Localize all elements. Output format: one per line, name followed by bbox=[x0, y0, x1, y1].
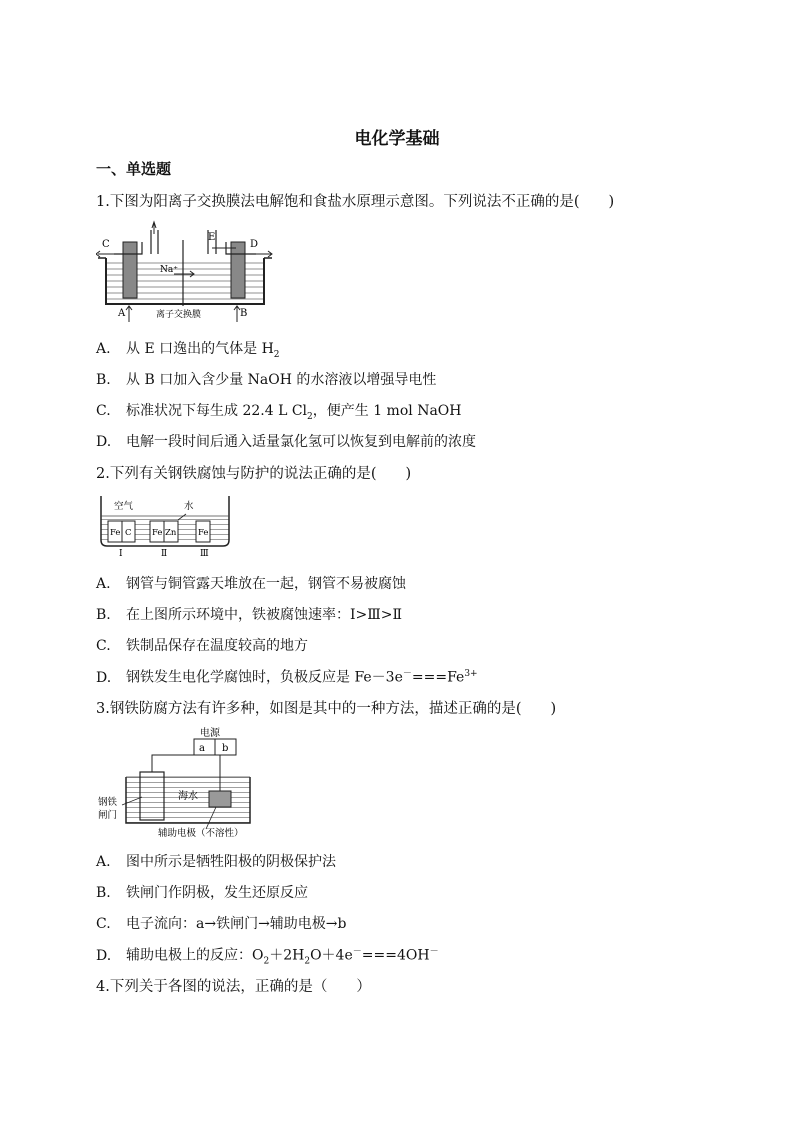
label-d: D bbox=[250, 239, 259, 250]
page-title: 电化学基础 bbox=[354, 129, 440, 149]
label-iii: Ⅲ bbox=[200, 549, 209, 558]
cathodic-protection-figure bbox=[96, 725, 256, 841]
question-3-stem: 3.钢铁防腐方法有许多种，如图是其中的一种方法，描述正确的是( ) bbox=[96, 701, 557, 717]
cell3-fe: Fe bbox=[198, 528, 209, 538]
label-a: A bbox=[118, 308, 126, 319]
label-ii: Ⅱ bbox=[161, 549, 168, 558]
q2-option-d: D. 钢铁发生电化学腐蚀时，负极反应是 $Fe-3e^-===Fe^{3+}$ bbox=[96, 669, 478, 686]
q3-option-d: D. 辅助电极上的反应：$O_2+2H_2O+4e^-===4OH^-$ bbox=[96, 947, 439, 967]
label-na-ion: Na⁺ bbox=[160, 265, 178, 275]
question-2-stem: 2.下列有关钢铁腐蚀与防护的说法正确的是( ) bbox=[96, 466, 412, 482]
corrosion-figure bbox=[98, 492, 232, 558]
q1-option-c: C. 标准状况下每生成 22.4 L $Cl_2$，便产生 1 mol NaOH bbox=[96, 403, 462, 422]
electrolysis-cell-figure bbox=[96, 218, 274, 322]
q1-option-b: B. 从 B 口加入含少量 NaOH 的水溶液以增强导电性 bbox=[96, 372, 437, 388]
cell2-fe: Fe bbox=[152, 528, 163, 538]
label-gate-line2: 闸门 bbox=[98, 810, 118, 821]
label-air: 空气 bbox=[114, 501, 134, 512]
label-e: E bbox=[208, 232, 216, 243]
q2-option-a: A. 钢管与铜管露天堆放在一起，钢管不易被腐蚀 bbox=[96, 576, 406, 592]
label-i: Ⅰ bbox=[119, 549, 123, 558]
section-heading: 一、单选题 bbox=[96, 160, 172, 178]
q3-option-a: A. 图中所示是牺牲阳极的阴极保护法 bbox=[96, 854, 336, 870]
question-4-stem: 4.下列关于各图的说法，正确的是（ ） bbox=[96, 979, 371, 995]
question-1-stem: 1.下图为阳离子交换膜法电解饱和食盐水原理示意图。下列说法不正确的是( ) bbox=[96, 194, 615, 210]
label-gate-line1: 钢铁 bbox=[98, 797, 118, 808]
label-b: B bbox=[240, 308, 248, 319]
q3-option-c: C. 电子流向：a→铁闸门→辅助电极→b bbox=[96, 916, 347, 932]
label-seawater: 海水 bbox=[178, 791, 198, 802]
q1-option-d: D. 电解一段时间后通入适量氯化氢可以恢复到电解前的浓度 bbox=[96, 434, 476, 450]
q2-option-b: B. 在上图所示环境中，铁被腐蚀速率：Ⅰ>Ⅲ>Ⅱ bbox=[96, 607, 403, 623]
label-power: 电源 bbox=[200, 728, 220, 739]
cell1-fe: Fe bbox=[110, 528, 121, 538]
cell1-c: C bbox=[125, 528, 132, 538]
label-water: 水 bbox=[184, 501, 194, 512]
cell2-zn: Zn bbox=[165, 528, 177, 538]
q2-option-c: C. 铁制品保存在温度较高的地方 bbox=[96, 638, 308, 654]
q3-option-b: B. 铁闸门作阴极，发生还原反应 bbox=[96, 885, 308, 901]
label-terminal-b: b bbox=[222, 743, 229, 754]
label-c: C bbox=[102, 239, 110, 250]
label-terminal-a: a bbox=[199, 743, 205, 754]
label-aux-electrode: 辅助电极（不溶性） bbox=[158, 828, 244, 839]
q1-option-a: A. 从 E 口逸出的气体是 $H_2$ bbox=[96, 341, 280, 360]
label-membrane: 离子交换膜 bbox=[156, 310, 202, 320]
